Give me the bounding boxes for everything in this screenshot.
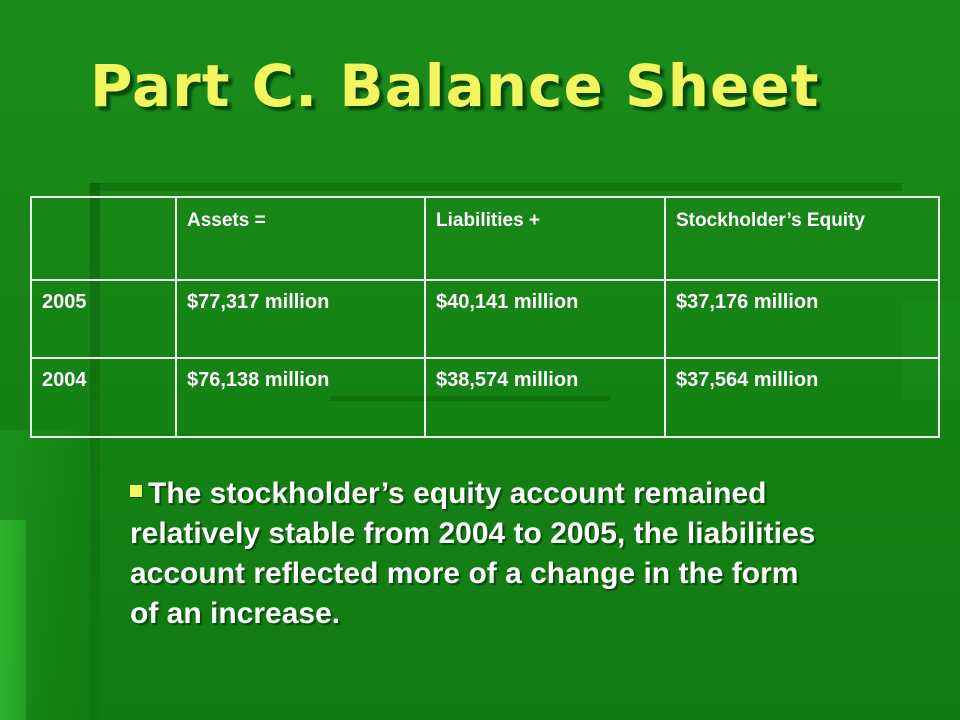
header-cell-assets: Assets =	[176, 197, 425, 280]
background-decoration	[0, 520, 26, 720]
slide-title: Part C. Balance Sheet	[90, 52, 820, 120]
year-cell: 2005	[31, 280, 176, 359]
liabilities-cell: $38,574 million	[425, 358, 665, 437]
assets-cell: $76,138 million	[176, 358, 425, 437]
equity-cell: $37,176 million	[665, 280, 939, 359]
square-bullet-icon	[130, 485, 142, 497]
balance-sheet-table-container	[30, 196, 938, 438]
bullet-list	[130, 474, 830, 634]
header-cell-empty	[31, 197, 176, 280]
header-cell-equity: Stockholder’s Equity	[665, 197, 939, 280]
assets-cell: $77,317 million	[176, 280, 425, 359]
table-row	[31, 280, 939, 359]
year-cell: 2004	[31, 358, 176, 437]
table-row	[31, 358, 939, 437]
list-item	[130, 474, 830, 634]
background-decoration	[0, 430, 90, 720]
bullet-text: The stockholder’s equity account remained relatively stable from 2004 to 2005, the liabilities account reflected more of a change in the form of an increase.	[130, 477, 816, 630]
liabilities-cell: $40,141 million	[425, 280, 665, 359]
balance-sheet-table	[30, 196, 940, 438]
background-decoration	[90, 183, 902, 191]
equity-cell: $37,564 million	[665, 358, 939, 437]
header-cell-liabilities: Liabilities +	[425, 197, 665, 280]
table-header-row	[31, 197, 939, 280]
